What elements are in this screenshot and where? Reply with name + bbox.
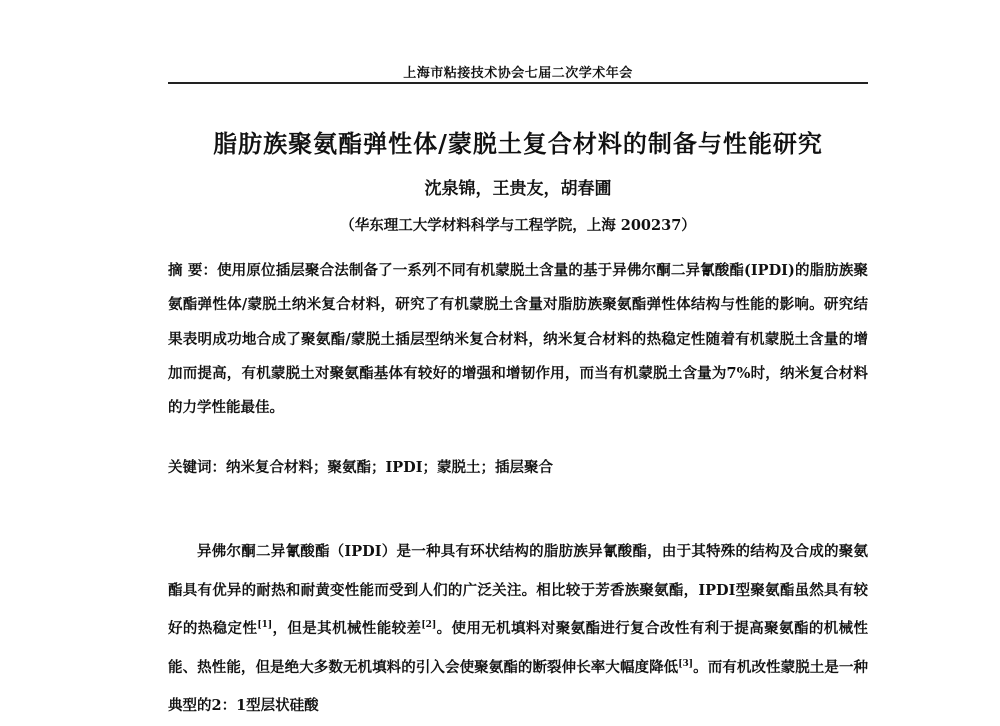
citation-ref: [3]: [678, 658, 694, 669]
abstract-label: 摘 要：: [168, 262, 218, 279]
keywords-text: 纳米复合材料；聚氨酯；IPDI；蒙脱土；插层聚合: [226, 459, 554, 476]
keywords: [168, 453, 868, 483]
paper-title: 脂肪族聚氨酯弹性体/蒙脱土复合材料的制备与性能研究: [213, 129, 823, 158]
body-text-segment: ，但是其机械性能较差: [272, 620, 422, 637]
header-rule: [168, 82, 868, 84]
keywords-label: 关键词：: [168, 459, 226, 476]
body-text-segment: 。而有机改性蒙脱土是一种典型的2：1型层状硅酸: [168, 658, 869, 714]
body-text-segment: 。使用无机填料对聚氨酯进行复合改性有利于提高聚氨酯的机械性能、热性能，但是绝大多数无机填料的引入会使聚氨酯的断裂伸长率大幅度降低: [168, 620, 869, 676]
citation-ref: [1]: [257, 620, 273, 631]
running-header: 上海市粘接技术协会七届二次学术年会: [403, 66, 633, 81]
abstract-text: 使用原位插层聚合法制备了一系列不同有机蒙脱土含量的基于异佛尔酮二异氰酸酯(IPDI)的脂肪族聚氨酯弹性体/蒙脱土纳米复合材料，研究了有机蒙脱土含量对脂肪族聚氨酯弹性体结构与性能的影响。研究结果表明成功地合成了聚氨酯/蒙脱土插层型纳米复合材料，纳米复合材料的热稳定性随着有机蒙脱土含量的增加而提高，有机蒙脱土对聚氨酯基体有较好的增强和增韧作用，而当有机蒙脱土含量为7%时，纳米复合材料的力学性能最佳。: [168, 262, 868, 417]
citation-ref: [2]: [421, 620, 437, 631]
paper-affiliation: （华东理工大学材料科学与工程学院，上海 200237）: [340, 217, 696, 234]
body-text-segment: 异佛尔酮二异氰酸酯（IPDI）是一种具有环状结构的脂肪族异氰酸酯，由于其特殊的结构及合成的聚氨酯具有优异的耐热和耐黄变性能而受到人们的广泛关注。相比较于芳香族聚氨酯，IPDI型聚氨酯虽然具有较好的热稳定性: [168, 543, 868, 637]
abstract: [168, 254, 868, 425]
body-paragraph: [168, 533, 868, 726]
paper-authors: 沈泉锦，王贵友，胡春圃: [424, 179, 612, 199]
